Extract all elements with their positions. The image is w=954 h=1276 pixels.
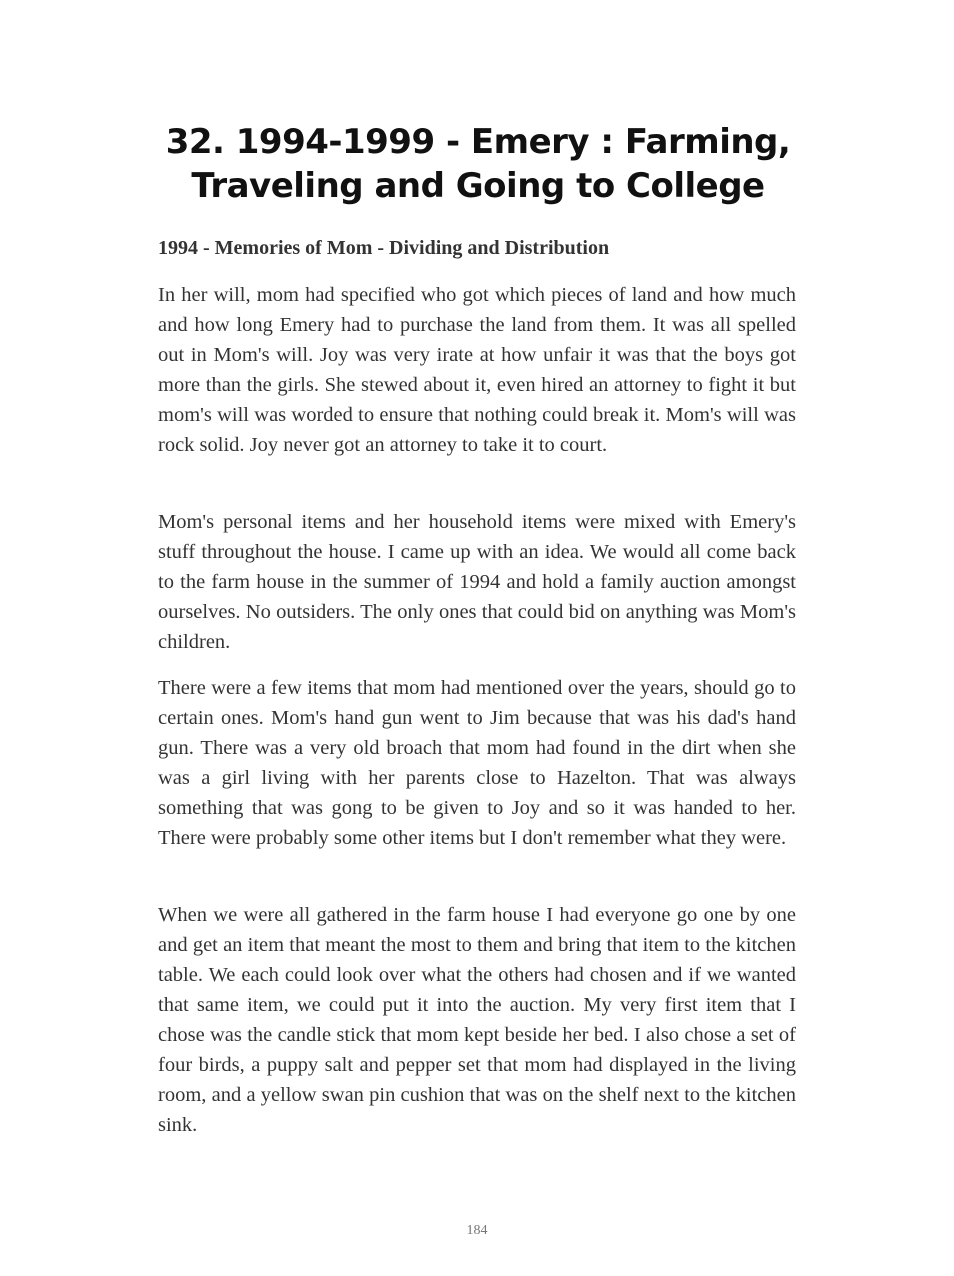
page-number: 184: [466, 1223, 488, 1238]
body-paragraph: There were a few items that mom had mentioned over the years, should go to certain ones. Mom's hand gun went to Jim because that was his dad's hand gun. There was a very old broach that mom had found in the dirt when she was a girl living with her parents close to Hazelton. That was always something that was gong to be given to Joy and so it was handed to her. There were probably some other items but I don't remember what they were.: [158, 677, 796, 849]
body-paragraph: Mom's personal items and her household items were mixed with Emery's stuff throughout the house. I came up with an idea. We would all come back to the farm house in the summer of 1994 and hold a family auction amongst ourselves. No outsiders. The only ones that could bid on anything was Mom's children.: [158, 511, 796, 653]
section-heading: 1994 - Memories of Mom - Dividing and Distribution: [158, 237, 610, 259]
body-paragraph: In her will, mom had specified who got which pieces of land and how much and how long Emery had to purchase the land from them. It was all spelled out in Mom's will. Joy was very irate at how unfair it was that the boys got more than the girls. She stewed about it, even hired an attorney to fight it but mom's will was worded to ensure that nothing could break it. Mom's will was rock solid. Joy never got an attorney to take it to court.: [158, 284, 796, 456]
body-paragraph: When we were all gathered in the farm house I had everyone go one by one and get an item that meant the most to them and bring that item to the kitchen table. We each could look over what the others had chosen and if we wanted that same item, we could put it into the auction. My very first item that I chose was the candle stick that mom kept beside her bed. I also chose a set of four birds, a puppy salt and pepper set that mom had displayed in the living room, and a yellow swan pin cushion that was on the shelf next to the kitchen sink.: [158, 904, 796, 1136]
chapter-title: 32. 1994-1999 - Emery : Farming, Traveling and Going to College: [165, 122, 791, 206]
